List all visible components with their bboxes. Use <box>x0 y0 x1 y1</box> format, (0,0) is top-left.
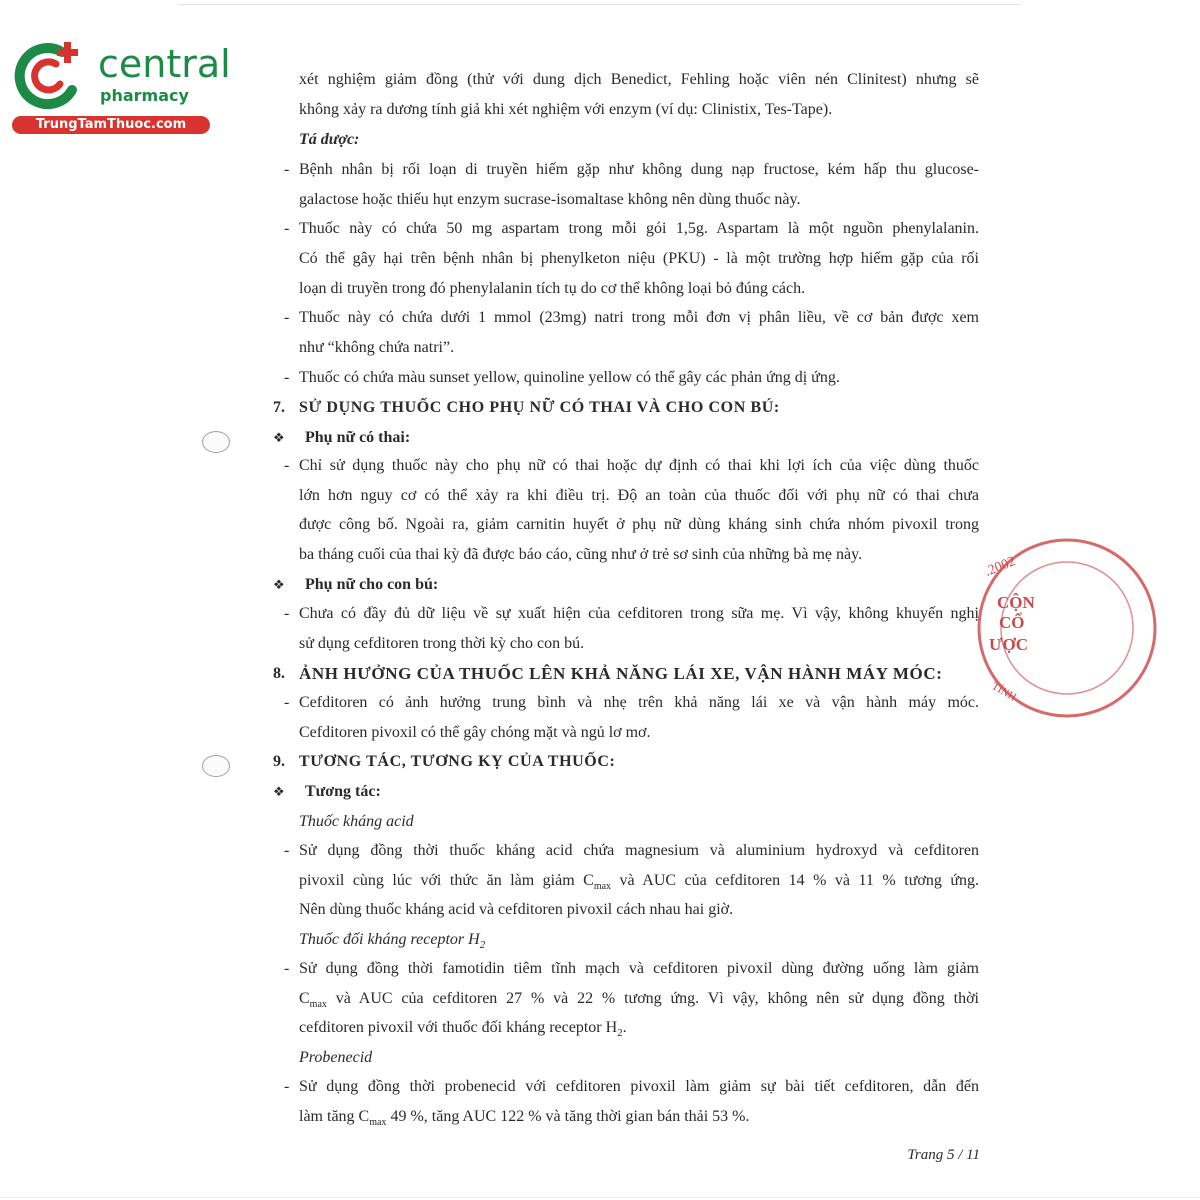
text-line: Sử dụng đồng thời thuốc kháng acid chứa magnesium và aluminium hydroxyd và cefditoren <box>299 842 979 859</box>
binder-hole-top <box>202 431 230 453</box>
text-run: C <box>299 990 310 1007</box>
text-line <box>299 1018 979 1043</box>
central-pharmacy-logo-mark-icon <box>10 38 88 114</box>
section-number-8: 8. <box>273 665 285 682</box>
text-line: sử dụng cefditoren trong thời kỳ cho con bú. <box>299 635 585 652</box>
logo-wordmark: central <box>98 42 231 86</box>
stamp-line-2: CỔ <box>999 613 1025 632</box>
text-line: ba tháng cuối của thai kỳ đã được báo cáo, cũng như ở trẻ sơ sinh của những bà mẹ này. <box>299 546 863 563</box>
diamond-bullet-icon: ❖ <box>273 577 285 592</box>
official-stamp <box>975 538 1035 718</box>
section-heading-9: TƯƠNG TÁC, TƯƠNG KỴ CỦA THUỐC: <box>299 753 616 770</box>
subheading-interactions: Tương tác: <box>305 783 381 800</box>
section-number-9: 9. <box>273 753 285 770</box>
text-line: Chưa có đầy đủ dữ liệu về sự xuất hiện của cefditoren trong sữa mẹ. Vì vậy, không khuyến nghị <box>299 605 979 622</box>
text-line: Sử dụng đồng thời probenecid với cefditoren pivoxil làm giảm sự bài tiết cefditoren, dẫn đến <box>299 1078 979 1095</box>
page-number: Trang 5 / 11 <box>907 1147 980 1163</box>
stamp-line-3: ƯỢC <box>989 635 1029 654</box>
text-run: và AUC của cefditoren 14 % và 11 % tương ứng. <box>611 872 979 889</box>
text-line: được công bố. Ngoài ra, giảm carnitin huyết ở phụ nữ dùng kháng sinh chứa nhóm pivoxil trong <box>299 516 979 533</box>
subscript-2: 2 <box>479 939 486 952</box>
subscript-max: max <box>593 881 612 893</box>
bottom-rule <box>0 1197 1200 1198</box>
list-dash: - <box>284 220 290 237</box>
text-line: Cefditoren pivoxil có thể gây chóng mặt và ngủ lơ mơ. <box>299 724 651 741</box>
section-heading-8: ẢNH HƯỞNG CỦA THUỐC LÊN KHẢ NĂNG LÁI XE, VẬN HÀNH MÁY MÓC: <box>299 664 943 683</box>
text-line <box>299 1107 979 1133</box>
subheading-antacid: Thuốc kháng acid <box>299 813 414 830</box>
diamond-bullet-icon: ❖ <box>273 784 285 799</box>
subheading-probenecid: Probenecid <box>299 1049 373 1066</box>
text-line: xét nghiệm giảm đồng (thử với dung dịch Benedict, Fehling hoặc viên nén Clinitest) nhưng sẽ <box>299 71 979 88</box>
subheading-ta-duoc: Tá dược: <box>299 131 360 148</box>
diamond-bullet-icon: ❖ <box>273 430 285 445</box>
text-line: loạn di truyền trong đó phenylalanin tích tụ do cơ thể không loại bỏ đúng cách. <box>299 280 806 297</box>
text-line: Có thể gây hại trên bệnh nhân bị phenylketon niệu (PKU) - là một trường hợp hiếm gặp của rối <box>299 250 979 267</box>
text-line: lớn hơn nguy cơ có thể xảy ra khi điều trị. Độ an toàn của thuốc đối với phụ nữ có thai chưa <box>299 487 979 504</box>
text-line: galactose hoặc thiếu hụt enzym sucrase-isomaltase không nên dùng thuốc này. <box>299 191 801 208</box>
top-rule <box>178 4 1020 5</box>
subscript-max: max <box>369 1117 387 1129</box>
stamp-line-4: TỈNH <box>989 680 1019 704</box>
section-number-7: 7. <box>273 399 285 416</box>
subscript-2: 2 <box>617 1027 623 1040</box>
text-line: Chỉ sử dụng thuốc này cho phụ nữ có thai hoặc dự định có thai khi lợi ích của việc dùng thuốc <box>299 457 979 474</box>
list-dash: - <box>284 1078 290 1095</box>
list-dash: - <box>284 457 290 474</box>
binder-hole-bottom <box>202 755 230 777</box>
text-run: Thuốc đối kháng receptor H <box>299 931 480 948</box>
text-line: Thuốc này có chứa dưới 1 mmol (23mg) natri trong mỗi đơn vị phân liều, về cơ bản được xem <box>299 309 979 326</box>
text-run: pivoxil cùng lúc với thức ăn làm giảm C <box>299 872 594 889</box>
text-line: Sử dụng đồng thời famotidin tiêm tĩnh mạch và cefditoren pivoxil dùng đường uống làm giảm <box>299 960 979 977</box>
text-line <box>299 989 979 1015</box>
section-heading-7: SỬ DỤNG THUỐC CHO PHỤ NỮ CÓ THAI VÀ CHO CON BÚ: <box>299 399 780 416</box>
subheading-pregnant: Phụ nữ có thai: <box>305 429 411 446</box>
list-dash: - <box>284 369 290 386</box>
text-line: Thuốc này có chứa 50 mg aspartam trong mỗi gói 1,5g. Aspartam là một nguồn phenylalanin. <box>299 220 979 237</box>
list-dash: - <box>284 694 290 711</box>
text-run: và AUC của cefditoren 27 % và 22 % tương ứng. Vì vậy, không nên sử dụng đồng thời <box>326 990 979 1007</box>
central-pharmacy-logo[interactable] <box>10 38 231 136</box>
text-line: Bệnh nhân bị rối loạn di truyền hiếm gặp như không dung nạp fructose, kém hấp thu glucose- <box>299 161 979 178</box>
subscript-max: max <box>309 999 327 1011</box>
text-run: làm tăng C <box>299 1108 370 1125</box>
text-line: Cefditoren có ảnh hưởng trung bình và nhẹ trên khả năng lái xe và vận hành máy móc. <box>299 694 979 711</box>
text-run: . <box>622 1019 627 1036</box>
subheading-nursing: Phụ nữ cho con bú: <box>305 576 439 593</box>
list-dash: - <box>284 309 290 326</box>
text-line: không xảy ra dương tính giả khi xét nghiệm với enzym (ví dụ: Clinistix, Tes-Tape). <box>299 101 833 118</box>
text-line <box>299 871 979 897</box>
text-line: Thuốc có chứa màu sunset yellow, quinoline yellow có thể gây các phản ứng dị ứng. <box>299 369 840 386</box>
text-run: 49 %, tăng AUC 122 % và tăng thời gian bán thải 53 %. <box>386 1108 750 1125</box>
list-dash: - <box>284 842 290 859</box>
list-dash: - <box>284 960 290 977</box>
subheading-h2 <box>299 930 979 955</box>
list-dash: - <box>284 605 290 622</box>
logo-site-url[interactable]: TrungTamThuoc.com <box>12 116 210 134</box>
text-run: cefditoren pivoxil với thuốc đối kháng receptor H <box>299 1019 618 1036</box>
text-line: Nên dùng thuốc kháng acid và cefditoren pivoxil cách nhau hai giờ. <box>299 901 734 918</box>
list-dash: - <box>284 161 290 178</box>
logo-subtitle: pharmacy <box>100 86 189 105</box>
text-line: như “không chứa natri”. <box>299 339 455 356</box>
stamp-line-1: CỘN <box>997 593 1035 612</box>
stamp-year: .2002 <box>982 554 1018 580</box>
